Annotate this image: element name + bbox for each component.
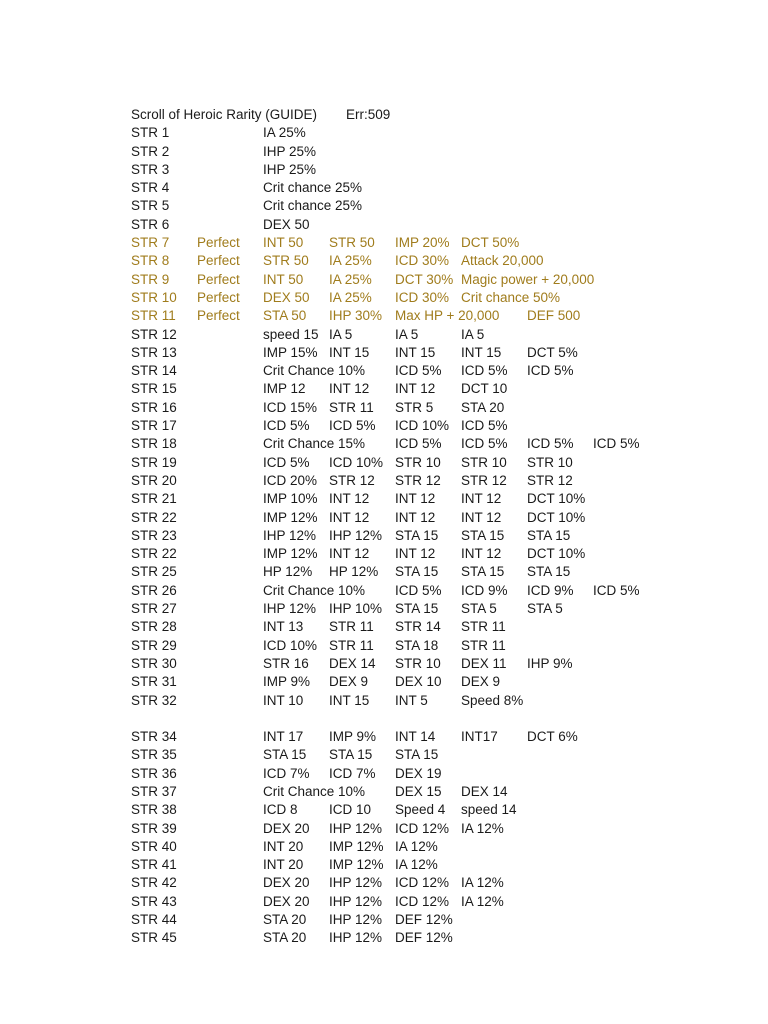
- stat-cell: IA 12%: [461, 820, 504, 836]
- stat-cell: IA 25%: [329, 271, 372, 287]
- table-row: [0, 234, 768, 252]
- row-label: STR 28: [131, 619, 177, 635]
- row-label: STR 7: [131, 235, 170, 251]
- table-row: [0, 472, 768, 490]
- perfect-tag: Perfect: [197, 271, 240, 287]
- stat-cell: ICD 15%: [263, 399, 318, 415]
- table-row: [0, 692, 768, 710]
- stat-cell: STA 18: [395, 637, 439, 653]
- stat-cell: DEX 10: [395, 674, 442, 690]
- table-row: [0, 929, 768, 947]
- row-label: STR 2: [131, 143, 170, 159]
- stat-cell: ICD 30%: [395, 253, 450, 269]
- table-row: [0, 838, 768, 856]
- table-row: [0, 820, 768, 838]
- stat-cell: ICD 5%: [395, 363, 442, 379]
- stat-cell: STR 11: [329, 619, 374, 635]
- row-label: STR 13: [131, 344, 177, 360]
- row-label: STR 32: [131, 692, 177, 708]
- table-row: [0, 563, 768, 581]
- stat-cell: IHP 10%: [329, 601, 383, 617]
- stat-cell: DCT 6%: [527, 729, 578, 745]
- perfect-tag: Perfect: [197, 235, 240, 251]
- stat-cell: Attack 20,000: [461, 253, 544, 269]
- stat-cell: INT 15: [329, 344, 370, 360]
- stat-cell: INT 13: [263, 619, 304, 635]
- stat-cell: DEX 20: [263, 820, 310, 836]
- stat-cell: STA 5: [527, 601, 563, 617]
- table-row: [0, 673, 768, 691]
- stat-cell: Crit chance 25%: [263, 180, 363, 196]
- stat-cell: HP 12%: [263, 564, 313, 580]
- stat-cell: ICD 5%: [329, 418, 376, 434]
- table-row: [0, 143, 768, 161]
- stat-cell: IHP 12%: [263, 601, 317, 617]
- stat-cell: INT 50: [263, 235, 304, 251]
- stat-cell: ICD 10: [329, 802, 372, 818]
- row-label: STR 20: [131, 472, 177, 488]
- stat-cell: STA 15: [395, 747, 439, 763]
- perfect-tag: Perfect: [197, 289, 240, 305]
- table-row: [0, 655, 768, 673]
- table-row: [0, 509, 768, 527]
- row-label: STR 31: [131, 674, 177, 690]
- stat-cell: STA 50: [263, 308, 307, 324]
- stat-cell: Max HP + 20,000: [395, 308, 500, 324]
- table-row: [0, 252, 768, 270]
- stat-cell: STA 15: [461, 527, 505, 543]
- table-row: [0, 380, 768, 398]
- row-label: STR 37: [131, 783, 177, 799]
- stat-cell: ICD 5%: [593, 582, 640, 598]
- stat-cell: STA 20: [263, 930, 307, 946]
- table-row: [0, 765, 768, 783]
- stat-cell: DEX 20: [263, 875, 310, 891]
- row-label: STR 41: [131, 857, 177, 873]
- stat-cell: DCT 5%: [527, 344, 578, 360]
- stat-cell: DEX 11: [461, 655, 507, 671]
- stat-cell: ICD 5%: [395, 582, 442, 598]
- stat-cell: STR 10: [527, 454, 573, 470]
- table-row: [0, 527, 768, 545]
- stat-cell: ICD 9%: [461, 582, 508, 598]
- stat-cell: STR 11: [329, 637, 374, 653]
- stat-cell: IMP 12%: [329, 857, 384, 873]
- table-row: [0, 801, 768, 819]
- row-label: STR 18: [131, 436, 177, 452]
- stat-cell: IHP 25%: [263, 161, 317, 177]
- stat-cell: IA 12%: [395, 857, 438, 873]
- stat-cell: INT 12: [329, 509, 370, 525]
- stat-cell: IA 12%: [395, 838, 438, 854]
- row-label: STR 26: [131, 582, 177, 598]
- stat-cell: STR 50: [329, 235, 375, 251]
- row-label: STR 39: [131, 820, 177, 836]
- stat-cell: DCT 10: [461, 381, 508, 397]
- row-label: STR 15: [131, 381, 177, 397]
- table-row: [0, 435, 768, 453]
- table-row: [0, 362, 768, 380]
- stat-cell: IA 5: [395, 326, 419, 342]
- row-label: STR 16: [131, 399, 177, 415]
- stat-cell: INT17: [461, 729, 498, 745]
- stat-cell: STA 15: [263, 747, 307, 763]
- stat-cell: ICD 30%: [395, 289, 450, 305]
- table-row: [0, 197, 768, 215]
- row-label: STR 36: [131, 765, 177, 781]
- stat-cell: IHP 12%: [263, 527, 317, 543]
- stat-cell: IMP 20%: [395, 235, 450, 251]
- row-label: STR 10: [131, 289, 177, 305]
- stat-cell: DCT 10%: [527, 491, 586, 507]
- row-label: STR 45: [131, 930, 177, 946]
- perfect-tag: Perfect: [197, 253, 240, 269]
- row-label: STR 11: [131, 308, 176, 324]
- stat-cell: INT 15: [461, 344, 502, 360]
- stat-cell: DCT 10%: [527, 509, 586, 525]
- row-label: STR 42: [131, 875, 177, 891]
- stat-cell: Crit chance 50%: [461, 289, 561, 305]
- stat-cell: ICD 12%: [395, 875, 450, 891]
- stat-cell: ICD 5%: [263, 418, 310, 434]
- stat-cell: IMP 12%: [263, 546, 318, 562]
- table-row: [0, 783, 768, 801]
- table-row: [0, 124, 768, 142]
- table-row: [0, 874, 768, 892]
- row-label: STR 1: [131, 125, 170, 141]
- stat-cell: DEX 50: [263, 289, 310, 305]
- stat-cell: ICD 5%: [527, 436, 574, 452]
- stat-cell: DEX 15: [395, 783, 442, 799]
- stat-cell: INT 12: [461, 546, 502, 562]
- table-row: [0, 307, 768, 325]
- stat-cell: DEX 19: [395, 765, 442, 781]
- stat-cell: IHP 9%: [527, 655, 573, 671]
- row-label: STR 4: [131, 180, 170, 196]
- stat-cell: IHP 30%: [329, 308, 383, 324]
- table-row: [0, 618, 768, 636]
- stat-cell: STR 11: [461, 637, 506, 653]
- stat-cell: ICD 7%: [329, 765, 376, 781]
- table-row: [0, 289, 768, 307]
- row-label: STR 29: [131, 637, 177, 653]
- stat-cell: IMP 9%: [263, 674, 311, 690]
- stat-cell: DEX 9: [461, 674, 501, 690]
- row-label: STR 23: [131, 527, 177, 543]
- stat-cell: Crit Chance 15%: [263, 436, 366, 452]
- table-row: [0, 746, 768, 764]
- stat-cell: ICD 5%: [461, 418, 508, 434]
- stat-cell: INT 20: [263, 857, 304, 873]
- stat-cell: STR 16: [263, 655, 309, 671]
- row-label: STR 21: [131, 491, 177, 507]
- stat-cell: INT 14: [395, 729, 436, 745]
- stat-cell: STA 15: [395, 564, 439, 580]
- stat-cell: HP 12%: [329, 564, 379, 580]
- stat-cell: IA 5: [461, 326, 485, 342]
- table-row: [0, 856, 768, 874]
- stat-cell: INT 12: [395, 509, 436, 525]
- stat-cell: ICD 5%: [527, 363, 574, 379]
- row-label: STR 8: [131, 253, 170, 269]
- row-label: STR 25: [131, 564, 177, 580]
- stat-cell: STR 12: [395, 472, 441, 488]
- row-label: STR 17: [131, 418, 177, 434]
- stat-cell: INT 12: [329, 381, 370, 397]
- stat-cell: INT 15: [395, 344, 436, 360]
- stat-cell: DEX 9: [329, 674, 369, 690]
- stat-cell: STA 20: [263, 912, 307, 928]
- row-label: STR 22: [131, 509, 177, 525]
- stat-cell: DEX 20: [263, 893, 310, 909]
- stat-cell: IA 12%: [461, 875, 504, 891]
- stat-cell: ICD 10%: [395, 418, 450, 434]
- stat-cell: STR 10: [395, 655, 441, 671]
- table-row: [0, 600, 768, 618]
- stat-cell: DEX 14: [329, 655, 376, 671]
- stat-cell: STR 10: [461, 454, 507, 470]
- table-row: [0, 582, 768, 600]
- stat-cell: INT 17: [263, 729, 304, 745]
- stat-cell: STR 12: [461, 472, 507, 488]
- row-label: STR 38: [131, 802, 177, 818]
- stat-cell: STA 15: [527, 527, 571, 543]
- stat-cell: IHP 12%: [329, 893, 383, 909]
- table-row: [0, 545, 768, 563]
- row-label: STR 12: [131, 326, 177, 342]
- stat-cell: IA 12%: [461, 893, 504, 909]
- stat-cell: IA 25%: [263, 125, 306, 141]
- row-label: STR 44: [131, 912, 177, 928]
- table-row: [0, 911, 768, 929]
- stat-cell: INT 20: [263, 838, 304, 854]
- stat-cell: INT 12: [395, 546, 436, 562]
- stat-cell: STA 15: [329, 747, 373, 763]
- row-label: STR 27: [131, 601, 177, 617]
- stat-cell: DCT 30%: [395, 271, 454, 287]
- document-title: Scroll of Heroic Rarity (GUIDE): [131, 107, 318, 122]
- stat-cell: STA 20: [461, 399, 505, 415]
- stat-cell: ICD 9%: [527, 582, 574, 598]
- stat-cell: DEX 14: [461, 783, 508, 799]
- stat-cell: DEF 12%: [395, 930, 453, 946]
- stat-cell: ICD 5%: [395, 436, 442, 452]
- stat-cell: STR 14: [395, 619, 441, 635]
- stat-cell: IMP 12%: [329, 838, 384, 854]
- title-row: [0, 106, 768, 124]
- stat-cell: STR 12: [527, 472, 573, 488]
- table-row: [0, 326, 768, 344]
- stat-cell: speed 14: [461, 802, 517, 818]
- stat-cell: IHP 12%: [329, 820, 383, 836]
- stat-cell: IMP 10%: [263, 491, 318, 507]
- stat-cell: STA 15: [461, 564, 505, 580]
- stat-cell: STA 15: [395, 601, 439, 617]
- stat-cell: ICD 7%: [263, 765, 310, 781]
- stat-cell: STA 15: [395, 527, 439, 543]
- stat-cell: IA 5: [329, 326, 353, 342]
- table-row: [0, 637, 768, 655]
- error-code: Err:509: [346, 107, 391, 122]
- guide-sheet: [0, 106, 768, 948]
- row-label: STR 19: [131, 454, 177, 470]
- stat-cell: INT 10: [263, 692, 304, 708]
- stat-cell: IA 25%: [329, 253, 372, 269]
- stat-cell: Magic power + 20,000: [461, 271, 595, 287]
- row-label: STR 6: [131, 216, 170, 232]
- table-row: [0, 399, 768, 417]
- stat-cell: ICD 5%: [461, 436, 508, 452]
- row-label: STR 43: [131, 893, 177, 909]
- row-label: STR 14: [131, 363, 177, 379]
- data-rows: [0, 124, 768, 947]
- stat-cell: Speed 8%: [461, 692, 524, 708]
- stat-cell: speed 15: [263, 326, 319, 342]
- stat-cell: Speed 4: [395, 802, 446, 818]
- blank-row: [0, 710, 768, 728]
- row-label: STR 9: [131, 271, 170, 287]
- stat-cell: Crit Chance 10%: [263, 363, 366, 379]
- table-row: [0, 216, 768, 234]
- table-row: [0, 728, 768, 746]
- stat-cell: INT 5: [395, 692, 428, 708]
- stat-cell: DEF 12%: [395, 912, 453, 928]
- stat-cell: STA 15: [527, 564, 571, 580]
- table-row: [0, 417, 768, 435]
- row-label: STR 34: [131, 729, 177, 745]
- stat-cell: ICD 5%: [593, 436, 640, 452]
- table-row: [0, 454, 768, 472]
- stat-cell: ICD 12%: [395, 893, 450, 909]
- stat-cell: IHP 12%: [329, 930, 383, 946]
- stat-cell: INT 12: [329, 546, 370, 562]
- table-row: [0, 344, 768, 362]
- stat-cell: INT 12: [329, 491, 370, 507]
- stat-cell: STR 12: [329, 472, 375, 488]
- stat-cell: STR 50: [263, 253, 309, 269]
- row-label: STR 3: [131, 161, 170, 177]
- stat-cell: DCT 10%: [527, 546, 586, 562]
- stat-cell: INT 12: [461, 509, 502, 525]
- stat-cell: DCT 50%: [461, 235, 520, 251]
- row-label: STR 30: [131, 655, 177, 671]
- stat-cell: DEF 500: [527, 308, 581, 324]
- stat-cell: DEX 50: [263, 216, 310, 232]
- stat-cell: Crit Chance 10%: [263, 783, 366, 799]
- perfect-tag: Perfect: [197, 308, 240, 324]
- stat-cell: IA 25%: [329, 289, 372, 305]
- stat-cell: IMP 9%: [329, 729, 377, 745]
- stat-cell: IHP 12%: [329, 875, 383, 891]
- stat-cell: INT 12: [395, 491, 436, 507]
- stat-cell: STR 11: [461, 619, 506, 635]
- stat-cell: STR 10: [395, 454, 441, 470]
- stat-cell: ICD 5%: [263, 454, 310, 470]
- stat-cell: ICD 10%: [263, 637, 318, 653]
- table-row: [0, 271, 768, 289]
- stat-cell: IHP 25%: [263, 143, 317, 159]
- stat-cell: Crit Chance 10%: [263, 582, 366, 598]
- row-label: STR 22: [131, 546, 177, 562]
- stat-cell: ICD 5%: [461, 363, 508, 379]
- stat-cell: ICD 10%: [329, 454, 384, 470]
- stat-cell: STA 5: [461, 601, 497, 617]
- stat-cell: IMP 12: [263, 381, 306, 397]
- table-row: [0, 179, 768, 197]
- stat-cell: STR 5: [395, 399, 434, 415]
- table-row: [0, 893, 768, 911]
- stat-cell: INT 12: [395, 381, 436, 397]
- row-label: STR 40: [131, 838, 177, 854]
- stat-cell: IHP 12%: [329, 912, 383, 928]
- row-label: STR 35: [131, 747, 177, 763]
- stat-cell: IMP 12%: [263, 509, 318, 525]
- stat-cell: INT 12: [461, 491, 502, 507]
- stat-cell: IMP 15%: [263, 344, 318, 360]
- stat-cell: ICD 8: [263, 802, 298, 818]
- table-row: [0, 161, 768, 179]
- stat-cell: STR 11: [329, 399, 374, 415]
- stat-cell: INT 50: [263, 271, 304, 287]
- stat-cell: ICD 12%: [395, 820, 450, 836]
- row-label: STR 5: [131, 198, 170, 214]
- table-row: [0, 490, 768, 508]
- stat-cell: INT 15: [329, 692, 370, 708]
- stat-cell: ICD 20%: [263, 472, 318, 488]
- stat-cell: Crit chance 25%: [263, 198, 363, 214]
- stat-cell: IHP 12%: [329, 527, 383, 543]
